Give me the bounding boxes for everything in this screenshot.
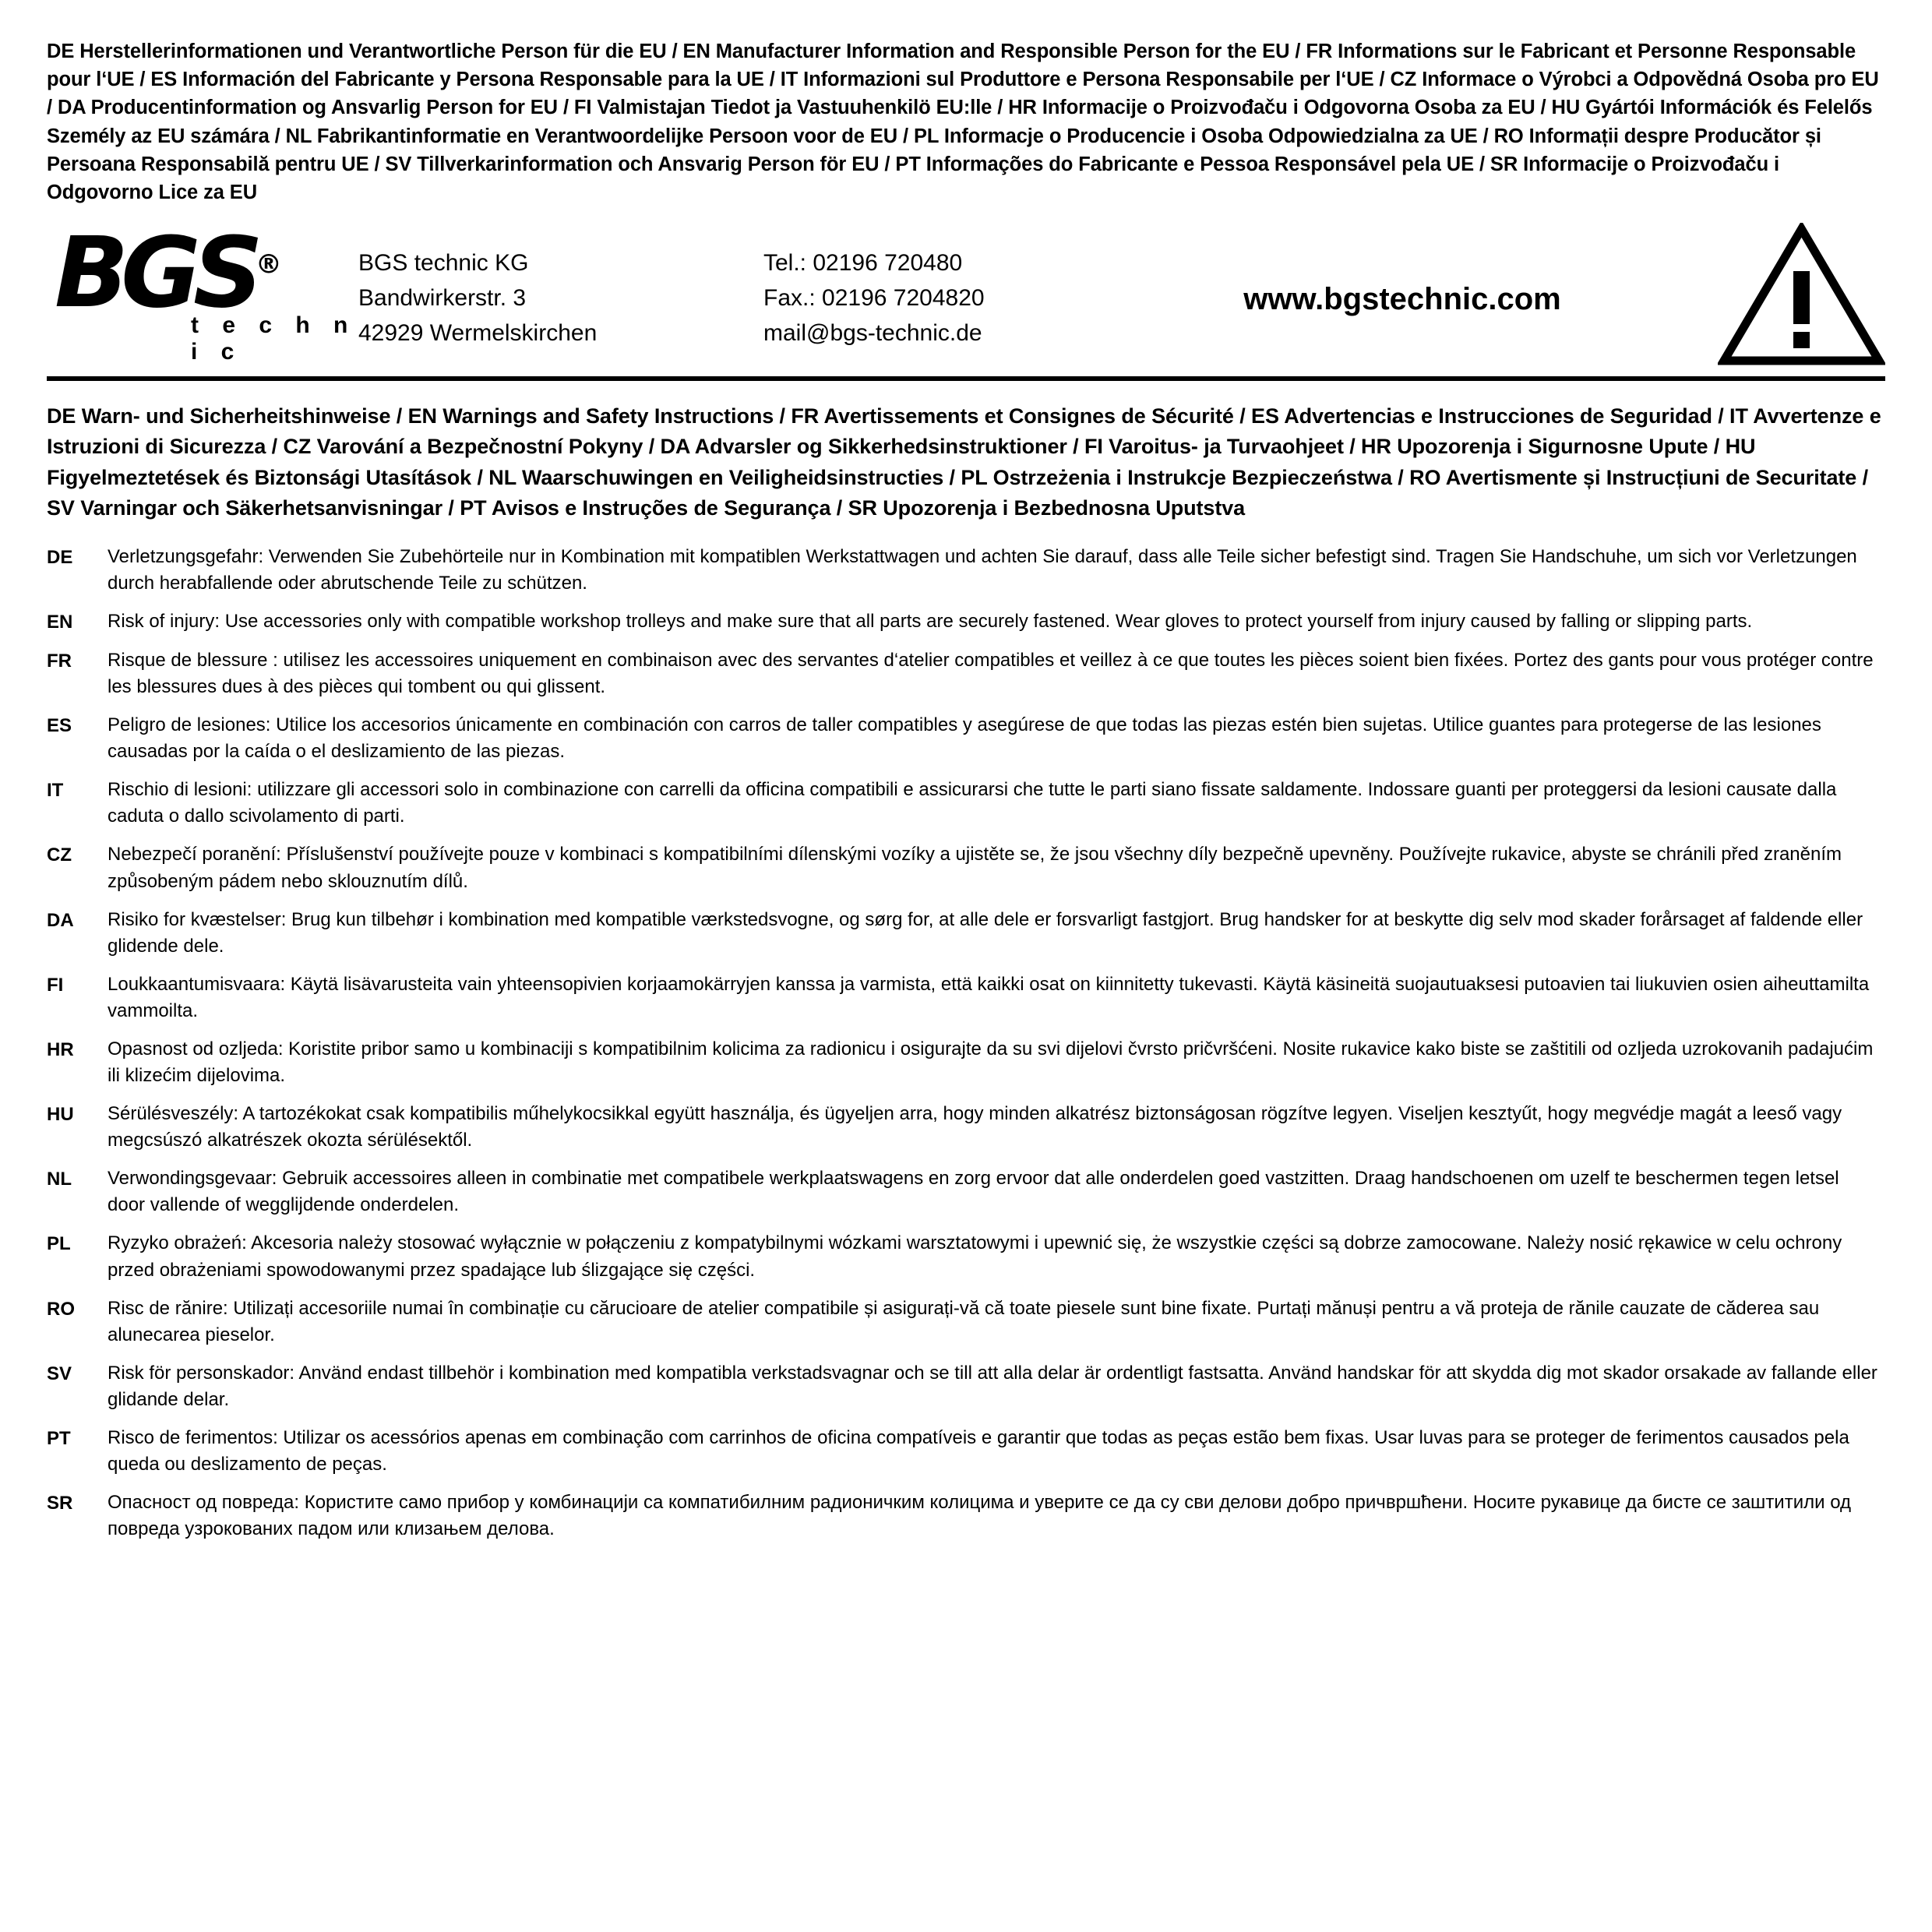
bgs-logo (47, 217, 358, 365)
safety-text: Risco de ferimentos: Utilizar os acessórios apenas em combinação com carrinhos de oficina compatíveis e garantir que todas as peças estão bem fixas. Usar luvas para se proteger de ferimentos causados pela queda ou deslizamento de peças. (108, 1426, 1849, 1475)
safety-instructions-list (47, 544, 1885, 1542)
company-fax: Fax.: 02196 7204820 (763, 284, 985, 311)
language-code: DE (47, 546, 73, 568)
list-item (47, 1425, 1885, 1478)
language-code: CZ (47, 844, 72, 866)
list-item (47, 841, 1885, 894)
safety-text: Rischio di lesioni: utilizzare gli accessori solo in combinazione con carrelli da officina compatibili e assicurarsi che tutte le parti siano fissate saldamente. Indossare guanti per proteggersi da lesioni causate dalla caduta o dallo scivolamento di parti. (108, 779, 1837, 827)
language-code: PT (47, 1427, 71, 1449)
language-code: EN (47, 611, 73, 633)
company-contact (763, 239, 1130, 351)
language-code: DA (47, 909, 74, 931)
warnings-heading: DE Warn- und Sicherheitshinweise / EN Warnings and Safety Instructions / FR Avertissements et Consignes de Sécurité / ES Advertencias e Instrucciones de Seguridad / IT Avvertenze e Istruzioni di Sicurezza / CZ Varování a Bezpečnostní Pokyny / DA Advarsler og Sikkerhedsinstruktioner / FI Varoitus- ja Turvaohjeet / HR Upozorenja i Sigurnosne Upute / HU Figyelmeztetések és Biztonsági Utasítások / NL Waarschuwingen en Veiligheidsinstructies / PL Ostrzeżenia i Instrukcje Bezpieczeństwa / RO Avertismente și Instrucțiuni de Securitate / SV Varningar och Säkerhetsanvisningar / PT Avisos e Instruções de Segurança / SR Upozorenja i Bezbednosna Uputstva (47, 404, 1881, 520)
list-item (47, 1036, 1885, 1089)
safety-text: Nebezpečí poranění: Příslušenství používejte pouze v kombinaci s kompatibilními dílenskými vozíky a ujistěte se, že jsou všechny díly bezpečně upevněny. Používejte rukavice, abyste se chránili před zraněním způsobeným pádem nebo sklouznutím dílů. (108, 844, 1842, 892)
safety-text: Ryzyko obrażeń: Akcesoria należy stosować wyłącznie w połączeniu z kompatybilnymi wózkami warsztatowymi i upewnić się, że wszystkie części są dobrze zamocowane. Należy nosić rękawice w celu ochrony przed obrażeniami spowodowanymi przez spadające lub ślizgające się części. (108, 1232, 1842, 1281)
safety-text: Risiko for kvæstelser: Brug kun tilbehør i kombination med kompatible værkstedsvogne, og sørg for, at alle dele er forsvarligt fastgjort. Brug handsker for at beskytte dig selv mod skader forårsaget af faldende eller glidende dele. (108, 908, 1863, 957)
language-code: HR (47, 1038, 74, 1060)
list-item (47, 1360, 1885, 1413)
safety-text: Verletzungsgefahr: Verwenden Sie Zubehörteile nur in Kombination mit kompatiblen Werkstattwagen und achten Sie darauf, dass alle Teile sicher befestigt sind. Tragen Sie Handschuhe, um sich vor Verletzungen durch herabfallende oder abrutschende Teile zu schützen. (108, 545, 1857, 594)
list-item (47, 1296, 1885, 1349)
company-city: 42929 Wermelskirchen (358, 319, 598, 346)
bgs-logo-wordmark (47, 217, 358, 330)
bgs-logo-text: BGS (55, 217, 256, 330)
list-item (47, 608, 1885, 636)
list-item (47, 971, 1885, 1024)
company-street: Bandwirkerstr. 3 (358, 284, 527, 311)
safety-text: Risc de rănire: Utilizați accesoriile numai în combinație cu cărucioare de atelier compatibile și asigurați-vă că toate piesele sunt bine fixate. Purtați mănuși pentru a vă proteja de rănile cauzate de căderea sau alunecarea pieselor. (108, 1297, 1820, 1345)
registered-trademark-icon: ® (255, 249, 282, 280)
manufacturer-info-heading: DE Herstellerinformationen und Verantwortliche Person für die EU / EN Manufacturer Information and Responsible Person for the EU / FR Informations sur le Fabricant et Personne Responsable pour l‘UE / ES Información del Fabricante y Persona Responsable para la UE / IT Informazioni sul Produttore e Persona Responsabile per l‘UE / CZ Informace o Výrobci a Odpovědná Osoba pro EU / DA Producentinformation og Ansvarlig Person for EU / FI Valmistajan Tiedot ja Vastuuhenkilö EU:lle / HR Informacije o Proizvođaču i Odgovorna Osoba za EU / HU Gyártói Információk és Felelős Személy az EU számára / NL Fabrikantinformatie en Verantwoordelijke Persoon voor de EU / PL Informacje o Producencie i Osoba Odpowiedzialna za UE / RO Informații despre Producător și Persoana Responsabilă pentru UE / SV Tillverkarinformation och Ansvarig Person för EU / PT Informações do Fabricante e Pessoa Responsável pela UE / SR Informacije o Proizvođaču i Odgovorno Lice za EU (47, 41, 1879, 204)
list-item (47, 1230, 1885, 1283)
language-code: IT (47, 780, 64, 802)
language-code: PL (47, 1233, 71, 1255)
company-email: mail@bgs-technic.de (763, 319, 982, 346)
safety-text: Risk för personskador: Använd endast tillbehör i kombination med kompatibla verkstadsvagnar och se till att alla delar är ordentligt fastsatta. Använd handskar för att skydda dig mot skador orsakade av fallande eller glidande delar. (108, 1362, 1877, 1410)
list-item (47, 1165, 1885, 1218)
bgs-logo-subtext: t e c h n i c (191, 312, 357, 365)
list-item (47, 1101, 1885, 1154)
safety-text: Opasnost od ozljeda: Koristite pribor samo u kombinaciji s kompatibilnim kolicima za radionicu i osigurajte da su svi dijelovi čvrsto pričvršćeni. Nosite rukavice kako biste se zaštitili od ozljeda uzrokovanih padajućim ili klizećim dijelovima. (108, 1038, 1874, 1087)
safety-text: Risque de blessure : utilisez les accessoires uniquement en combinaison avec des servantes d‘atelier compatibles et veillez à ce que toutes les pièces soient bien fixées. Portez des gants pour vous protéger contre les blessures dues à des pièces qui tombent ou qui glissent. (108, 650, 1874, 698)
company-website: www.bgstechnic.com (1243, 281, 1561, 316)
language-code: HU (47, 1104, 74, 1126)
safety-text: Risk of injury: Use accessories only with compatible workshop trolleys and make sure that all parts are securely fastened. Wear gloves to protect yourself from injury caused by falling or slipping parts. (108, 610, 1753, 632)
list-item (47, 1490, 1885, 1542)
manufacturer-block (47, 217, 1885, 381)
company-address (358, 239, 763, 351)
safety-text: Опасност од повреда: Користите само прибор у комбинацији са компатибилним радионичким колицима и уверите се да су сви делови добро причвршћени. Носите рукавице да бисте се заштитили од повреда узрокованих падом или клизањем делова. (108, 1492, 1852, 1540)
list-item (47, 647, 1885, 700)
language-code: FI (47, 974, 64, 996)
company-phone: Tel.: 02196 720480 (763, 249, 963, 276)
list-item (47, 907, 1885, 960)
list-item (47, 777, 1885, 830)
safety-text: Sérülésveszély: A tartozékokat csak kompatibilis műhelykocsikkal együtt használja, és ügyeljen arra, hogy minden alkatrész biztonságosan rögzítve legyen. Viseljen kesztyűt, hogy megvédje magát a leeső vagy megcsúszó alkatrészek okozta sérülésektől. (108, 1103, 1842, 1151)
language-code: NL (47, 1169, 72, 1190)
language-code: FR (47, 650, 72, 672)
language-code: RO (47, 1298, 75, 1320)
language-code: ES (47, 715, 72, 737)
language-code: SV (47, 1363, 72, 1384)
warning-triangle-icon (1706, 223, 1885, 367)
list-item (47, 712, 1885, 765)
language-code: SR (47, 1493, 73, 1514)
safety-text: Peligro de lesiones: Utilice los accesorios únicamente en combinación con carros de taller compatibles y asegúrese de que todas las piezas estén bien sujetas. Utilice guantes para protegerse de las lesiones causadas por la caída o el deslizamiento de las piezas. (108, 714, 1821, 763)
list-item (47, 544, 1885, 597)
safety-text: Verwondingsgevaar: Gebruik accessoires alleen in combinatie met compatibele werkplaatswagens en zorg ervoor dat alle onderdelen goed vastzitten. Draag handschoenen om uzelf te beschermen tegen letsel door vallende of wegglijdende onderdelen. (108, 1168, 1839, 1216)
safety-text: Loukkaantumisvaara: Käytä lisävarusteita vain yhteensopivien korjaamokärryjen kanssa ja varmista, että kaikki osat on kiinnitetty tukevasti. Käytä käsineitä suojautuaksesi putoavien tai liukuvien osien aiheuttamilta vammoilta. (108, 973, 1870, 1021)
company-name: BGS technic KG (358, 249, 529, 276)
